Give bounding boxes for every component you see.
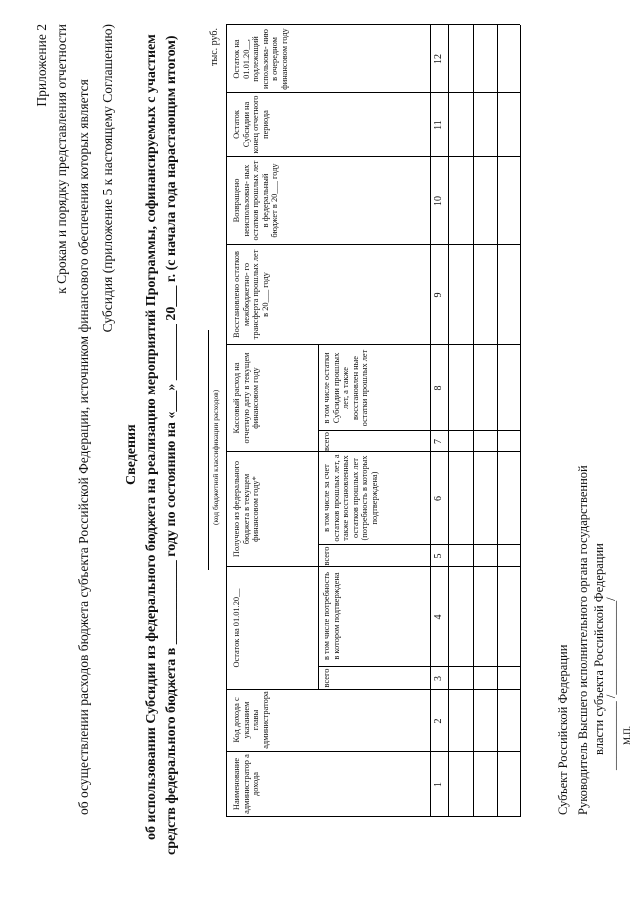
header-col-7-group: Кассовый расход на отчетную дату в текущем финансовом году — [232, 352, 261, 444]
col-number-7: 7 — [433, 439, 444, 444]
table-row — [449, 25, 473, 817]
header-col-2: Код дохода с указанием главы администратора — [232, 691, 270, 749]
appendix-label: Приложение 2 — [34, 24, 49, 107]
header-col-4: в том числе потребность в котором подтверждена — [322, 572, 341, 660]
header-line-2: об осуществлении расходов бюджета субъекта Российской Федерации, источником финансового обеспечения которых является — [76, 79, 91, 815]
code-caption: (код бюджетной классификации расходов) — [211, 389, 220, 525]
col-number-2: 2 — [433, 718, 444, 724]
col-number-8: 8 — [433, 385, 444, 391]
header-col-3: всего — [322, 668, 331, 688]
header-col-5-group: Получено из федерального бюджета в текущем финансовом году* — [232, 460, 261, 558]
col-number-10: 10 — [433, 196, 444, 206]
col-number-9: 9 — [433, 292, 444, 298]
col-number-6: 6 — [433, 496, 444, 501]
table-row — [474, 25, 497, 817]
subject-label: Субъект Российской Федерации — [556, 644, 570, 815]
title-line-2: средств федерального бюджета в ____________ году по состоянию на «___» ________ 20___ г. (с начала года нарастающим итогом) — [164, 35, 179, 855]
code-underline — [208, 330, 209, 570]
header-line-1: к Срокам и порядку представления отчетности — [54, 24, 69, 294]
col-number-1: 1 — [433, 782, 444, 787]
header-col-6: в том числе за счет остатков прошлых лет, а также восстановленных остатков прошлых лет (потребность в которых подтверждена) — [322, 454, 379, 542]
document-title: Сведения — [124, 424, 139, 485]
header-col-10: Возвращено неиспользован- ных остатков прошлых лет в федеральный бюджет в 20___ году — [232, 160, 280, 241]
col-number-5: 5 — [433, 553, 444, 559]
col-number-12: 12 — [433, 54, 444, 64]
header-col-8: в том числе остатки Субсидии прошлых лет, а также восстановлен ные остатки прошлых лет — [322, 349, 370, 427]
head-signature-line-1: Руководитель Высшего исполнительного органа государственной — [576, 465, 590, 815]
table-row — [498, 25, 520, 817]
col-number-3: 3 — [433, 676, 444, 681]
header-col-11: Остаток Субсидии на конец отчетного периода — [232, 95, 270, 154]
header-col-1: Наименование администратор а дохода — [232, 754, 261, 814]
title-line-1: об использовании Субсидии из федерального бюджета на реализацию мероприятий Программы, софинансируемых с участием — [144, 34, 159, 840]
col-number-11: 11 — [433, 120, 444, 130]
signature-line: ___________ /_______________/ — [604, 597, 618, 770]
head-signature-line-2: власти субъекта Российской Федерации — [592, 543, 606, 755]
header-col-5: всего — [322, 546, 331, 566]
unit-label: тыс. руб. — [209, 28, 220, 66]
header-col-12: Остаток на 01.01.20__, подлежащий использова- нию в очередном финансовом году — [232, 28, 289, 90]
header-col-9: Восстановлено остатков межбюджетно- го трансферта прошлых лет в 20___ году — [232, 249, 270, 340]
col-number-4: 4 — [433, 614, 444, 620]
header-line-3: Субсидия (приложение 5 к настоящему Соглашению) — [100, 24, 115, 333]
header-col-7: всего — [322, 432, 331, 451]
header-col-3-group: Остаток на 01.01.20__ — [232, 588, 241, 668]
stamp-label: М.П. — [622, 725, 632, 745]
